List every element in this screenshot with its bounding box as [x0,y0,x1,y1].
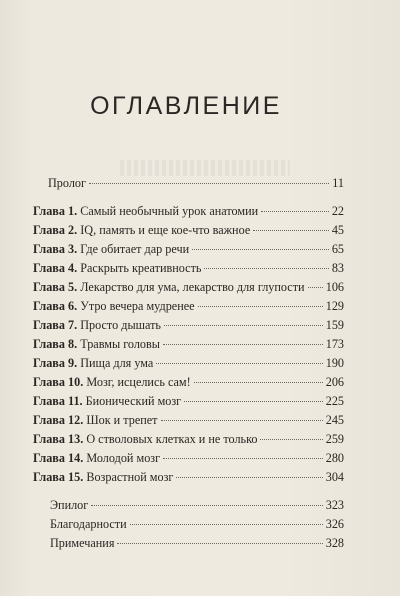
chapter-number: Глава 7. [33,318,78,332]
chapter-number: Глава 3. [33,242,78,256]
dot-leader [130,524,323,525]
chapter-title: Где обитает дар речи [80,242,190,256]
dot-leader [156,363,322,364]
dot-leader [253,230,329,231]
toc-entry-epilogue [50,497,344,513]
toc-page-number: 304 [325,470,344,484]
toc-entry-chapter [33,203,344,219]
toc-page-number: 45 [331,223,344,237]
dot-leader [176,477,322,478]
page-title: ОГЛАВЛЕНИЕ [90,92,282,120]
chapter-number: Глава 8. [33,337,78,351]
toc-entry-acknowledgements [50,516,344,532]
chapter-number: Глава 13. [33,432,84,446]
toc-entry-chapter [33,450,344,466]
toc-entry-chapter [33,355,344,371]
toc-entry-chapter [33,336,344,352]
chapter-number: Глава 12. [33,413,84,427]
show-through-text [120,160,290,176]
dot-leader [91,505,322,506]
chapter-title: Бионический мозг [85,394,182,408]
toc-page-number: 11 [332,176,344,190]
chapter-title: Мозг, исцелись сам! [86,375,191,389]
dot-leader [261,211,329,212]
toc-page-number: 280 [325,451,344,465]
chapter-number: Глава 2. [33,223,78,237]
toc-entry-chapter [33,393,344,409]
toc-entry-chapter [33,431,344,447]
toc-entry-chapter [33,374,344,390]
chapter-number: Глава 15. [33,470,84,484]
toc-page-number: 323 [325,498,344,512]
toc-page-number: 328 [325,536,344,550]
chapter-number: Глава 1. [33,204,78,218]
chapter-number: Глава 14. [33,451,84,465]
toc-entry-chapter [33,260,344,276]
toc-entry-label: Благодарности [50,517,127,531]
dot-leader [163,458,323,459]
toc-entry-chapter [33,279,344,295]
toc-page-number: 259 [325,432,344,446]
dot-leader [184,401,323,402]
dot-leader [260,439,322,440]
chapter-title: Утро вечера мудренее [80,299,195,313]
chapter-title: IQ, память и еще кое-что важное [80,223,251,237]
toc-entry-chapter [33,317,344,333]
toc-page-number: 22 [331,204,344,218]
chapter-title: О стволовых клетках и не только [86,432,258,446]
chapter-title: Просто дышать [80,318,161,332]
dot-leader [198,306,323,307]
chapter-number: Глава 6. [33,299,78,313]
dot-leader [89,183,329,184]
toc-page-number: 65 [331,242,344,256]
chapter-number: Глава 9. [33,356,78,370]
toc-page-number: 173 [325,337,344,351]
dot-leader [204,268,328,269]
toc-entry-chapter [33,412,344,428]
chapter-title: Лекарство для ума, лекарство для глупости [80,280,305,294]
chapter-number: Глава 10. [33,375,84,389]
toc-entry-label: Пролог [48,176,87,190]
toc-page-number: 106 [325,280,344,294]
toc-page-number: 159 [325,318,344,332]
chapter-title: Пища для ума [80,356,154,370]
toc-entry-chapter [33,241,344,257]
dot-leader [163,344,323,345]
dot-leader [117,543,322,544]
toc-page-number: 129 [325,299,344,313]
chapter-number: Глава 11. [33,394,83,408]
chapter-title: Травмы головы [80,337,160,351]
toc-entry-chapter [33,222,344,238]
toc-page-number: 326 [325,517,344,531]
dot-leader [164,325,323,326]
chapter-number: Глава 5. [33,280,78,294]
chapter-title: Самый необычный урок анатомии [80,204,259,218]
chapter-title: Молодой мозг [86,451,161,465]
toc-entry-chapter [33,298,344,314]
dot-leader [192,249,329,250]
toc-page-number: 83 [331,261,344,275]
toc-page-number: 206 [325,375,344,389]
toc-entry-notes [50,535,344,551]
chapter-title: Шок и трепет [86,413,158,427]
dot-leader [194,382,323,383]
chapter-number: Глава 4. [33,261,78,275]
chapter-title: Возрастной мозг [86,470,174,484]
chapter-title: Раскрыть креативность [80,261,202,275]
toc-entry-label: Примечания [50,536,115,550]
toc-page-number: 225 [325,394,344,408]
dot-leader [308,287,323,288]
dot-leader [161,420,323,421]
toc-entry-prologue [48,175,344,191]
toc-entry-label: Эпилог [50,498,89,512]
toc-page-number: 245 [325,413,344,427]
toc-page-number: 190 [325,356,344,370]
toc-entry-chapter [33,469,344,485]
